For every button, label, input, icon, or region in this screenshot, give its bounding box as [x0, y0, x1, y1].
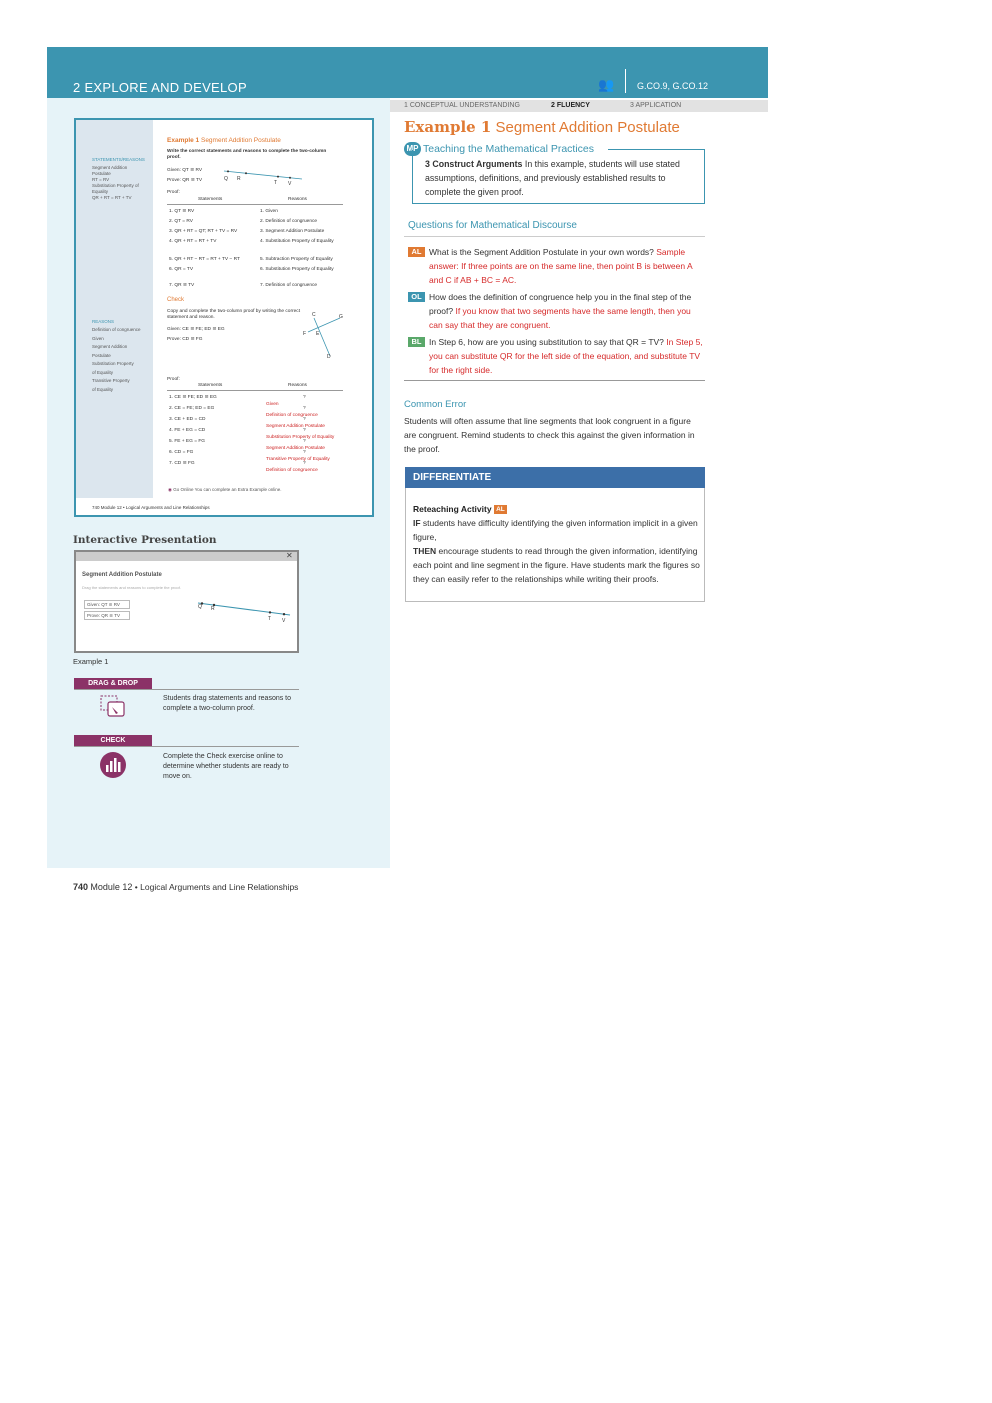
svg-text:D: D — [327, 354, 331, 360]
svg-text:C: C — [312, 312, 316, 318]
thumbnail-col-reasons: Reasons — [288, 197, 307, 202]
discourse-rule-bottom — [404, 380, 705, 381]
point-q-label: Q — [224, 176, 228, 182]
point-t-label: T — [274, 180, 278, 186]
thumbnail-go-online: ◉ Go Online You can complete an Extra Example online. — [168, 487, 282, 492]
point-r-label: R — [237, 176, 241, 182]
svg-text:G: G — [339, 314, 343, 320]
slide-prove-box[interactable]: Prove: QR ≅ TV — [84, 611, 130, 620]
mp-text: 3 Construct Arguments In this example, students will use stated assumptions, definitions, and previously established results to complete the given proof. — [425, 159, 680, 197]
differentiate-text: Reteaching Activity AL IF students have difficulty identifying the given information implicit in a given figure, THEN encourage students to read through the given information, identifying each point and line segment in the figure. Have students mark the figures so they can easily refer to the relationships while writing their proofs. — [413, 504, 700, 584]
svg-text:F: F — [303, 331, 307, 337]
thumbnail-check-answers: Given Definition of congruence Segment Addition Postulate Substitution Property of Equality Segment Addition Postulate Transitive Property of Equality Definition of congruence — [266, 402, 335, 473]
example-title: Example 1 Segment Addition Postulate — [404, 118, 680, 136]
drag-drop-icon — [98, 693, 128, 723]
thumbnail-check-col-statements: Statements — [198, 383, 223, 388]
interactive-presentation-title: Interactive Presentation — [73, 534, 217, 546]
thumbnail-check-label: Check — [167, 297, 185, 303]
svg-text:E: E — [316, 331, 320, 337]
slide-line-figure — [196, 598, 292, 624]
ol-badge: OL — [408, 292, 425, 302]
thumbnail-check-figure — [300, 310, 350, 362]
thumbnail-check-prove: Prove: CD ≅ FG — [167, 337, 203, 342]
thumbnail-line-figure — [218, 166, 308, 186]
go-online-icon: ◉ — [168, 487, 172, 492]
thumbnail-check-given: Given: CE ≅ FE; ED ≅ EG — [167, 327, 225, 332]
page-footer: 740 Module 12 • Logical Arguments and Line Relationships — [73, 882, 299, 892]
common-error-text: Students will often assume that line segments that look congruent in a figure are congruent. Remind students to check this against the given information in the proof. — [404, 416, 695, 454]
side-list-1: Segment Addition Postulate RT = RV Substitution Property of Equality QR + RT = RT + TV — [92, 165, 139, 200]
standards-label: G.CO.9, G.CO.12 — [637, 81, 709, 91]
tab-fluency[interactable]: 2 FLUENCY — [551, 102, 590, 109]
point-v-label: V — [288, 181, 292, 186]
common-error-title: Common Error — [404, 399, 467, 410]
slide-instruction: Drag the statements and reasons to complete the proof. — [82, 585, 181, 590]
thumbnail-check-col-reasons: Reasons — [288, 383, 307, 388]
section-title: 2 EXPLORE AND DEVELOP — [73, 80, 247, 95]
example-1-label: Example 1 — [73, 657, 109, 666]
tab-application[interactable]: 3 APPLICATION — [630, 102, 682, 109]
thumbnail-example-title: Example 1 Segment Addition Postulate — [167, 137, 281, 144]
thumbnail-check-instruction: Copy and complete the two-column proof by writing the correct statement and reason. — [167, 309, 301, 320]
al-badge: AL — [408, 247, 425, 257]
thumbnail-check-proof-label: Proof: — [167, 377, 180, 382]
thumbnail-prove: Prove: QR ≅ TV — [167, 178, 203, 183]
thumbnail-instruction: Write the correct statements and reasons to complete the two-column proof. — [167, 149, 327, 160]
svg-text:T: T — [268, 616, 272, 622]
thumbnail-reasons: 1. Given 2. Definition of congruence 3. Segment Addition Postulate 4. Substitution Property of Equality 5. Subtraction Property of Equality 6. Substitution Property of Equality 7. Definition of congruence — [260, 209, 334, 288]
svg-text:Q: Q — [198, 604, 202, 610]
check-label: CHECK — [74, 735, 152, 746]
drag-drop-label: DRAG & DROP — [74, 678, 152, 689]
reteaching-al-badge: AL — [494, 505, 507, 514]
mp-badge: MP — [404, 142, 421, 156]
question-al: What is the Segment Addition Postulate in your own words? Sample answer: If three points are on the same line, then point B is between A and C if AB + BC = AC. — [429, 247, 693, 285]
question-ol: How does the definition of congruence help you in the final step of the proof? If you know that two segments have the same length, then you can say that they are congruent. — [429, 292, 692, 330]
thumbnail-check-statements: 1. CE ≅ FE; ED ≅ EG 2. CE = FE; ED = EG 3. CE + ED = CD 4. FE + EG = CD 5. FE + EG = FG 6. CD = FG 7. CD ≅ FG — [169, 395, 217, 466]
header-divider — [625, 69, 626, 93]
svg-text:V: V — [282, 618, 286, 624]
thumbnail-check-rule — [167, 390, 343, 391]
check-text: Complete the Check exercise online to determine whether students are ready to move on. — [163, 753, 289, 780]
thumbnail-table-rule — [167, 204, 343, 205]
bar-chart-icon — [99, 751, 127, 779]
check-rule — [74, 746, 299, 747]
discourse-rule-top — [404, 236, 705, 237]
thumbnail-check-marks: ? ? ? ? ? ? ? — [303, 395, 306, 466]
tab-conceptual-understanding[interactable]: 1 CONCEPTUAL UNDERSTANDING — [404, 102, 520, 109]
people-icon: 👥 — [598, 77, 615, 92]
svg-text:R: R — [211, 606, 215, 612]
close-icon[interactable]: ✕ — [286, 551, 293, 560]
side-head-reasons: REASONS — [92, 319, 115, 324]
thumbnail-given: Given: QT ≅ RV — [167, 168, 203, 173]
drag-drop-rule — [74, 689, 299, 690]
thumbnail-footer: 740 Module 12 • Logical Arguments and Line Relationships — [92, 505, 210, 510]
slide-given-box[interactable]: Given: QT ≅ RV — [84, 600, 130, 609]
side-list-2: Definition of congruence Given Segment Addition Postulate Substitution Property of Equality Transitive Property of Equality — [92, 327, 141, 392]
discourse-title: Questions for Mathematical Discourse — [408, 220, 577, 231]
differentiate-header: DIFFERENTIATE — [405, 467, 705, 488]
thumbnail-col-statements: Statements — [198, 197, 223, 202]
slide-title-bar — [76, 552, 297, 561]
bl-badge: BL — [408, 337, 425, 347]
slide-title: Segment Addition Postulate — [82, 572, 162, 578]
side-head-statements: STATEMENTS/REASONS — [92, 157, 145, 162]
thumbnail-proof-label: Proof: — [167, 190, 180, 195]
thumbnail-statements: 1. QT ≅ RV 2. QT = RV 3. QR + RT = QT; RT + TV = RV 4. QR + RT = RT + TV 5. QR + RT − RT = RT + TV − RT 6. QR = TV 7. QR ≅ TV — [169, 209, 240, 288]
question-bl: In Step 6, how are you using substitution to say that QR = TV? In Step 5, you can substitute QR for the left side of the equation, and substitute TV for the right side. — [429, 337, 703, 375]
mp-title: Teaching the Mathematical Practices — [423, 143, 594, 155]
drag-drop-text: Students drag statements and reasons to complete a two-column proof. — [163, 695, 292, 712]
